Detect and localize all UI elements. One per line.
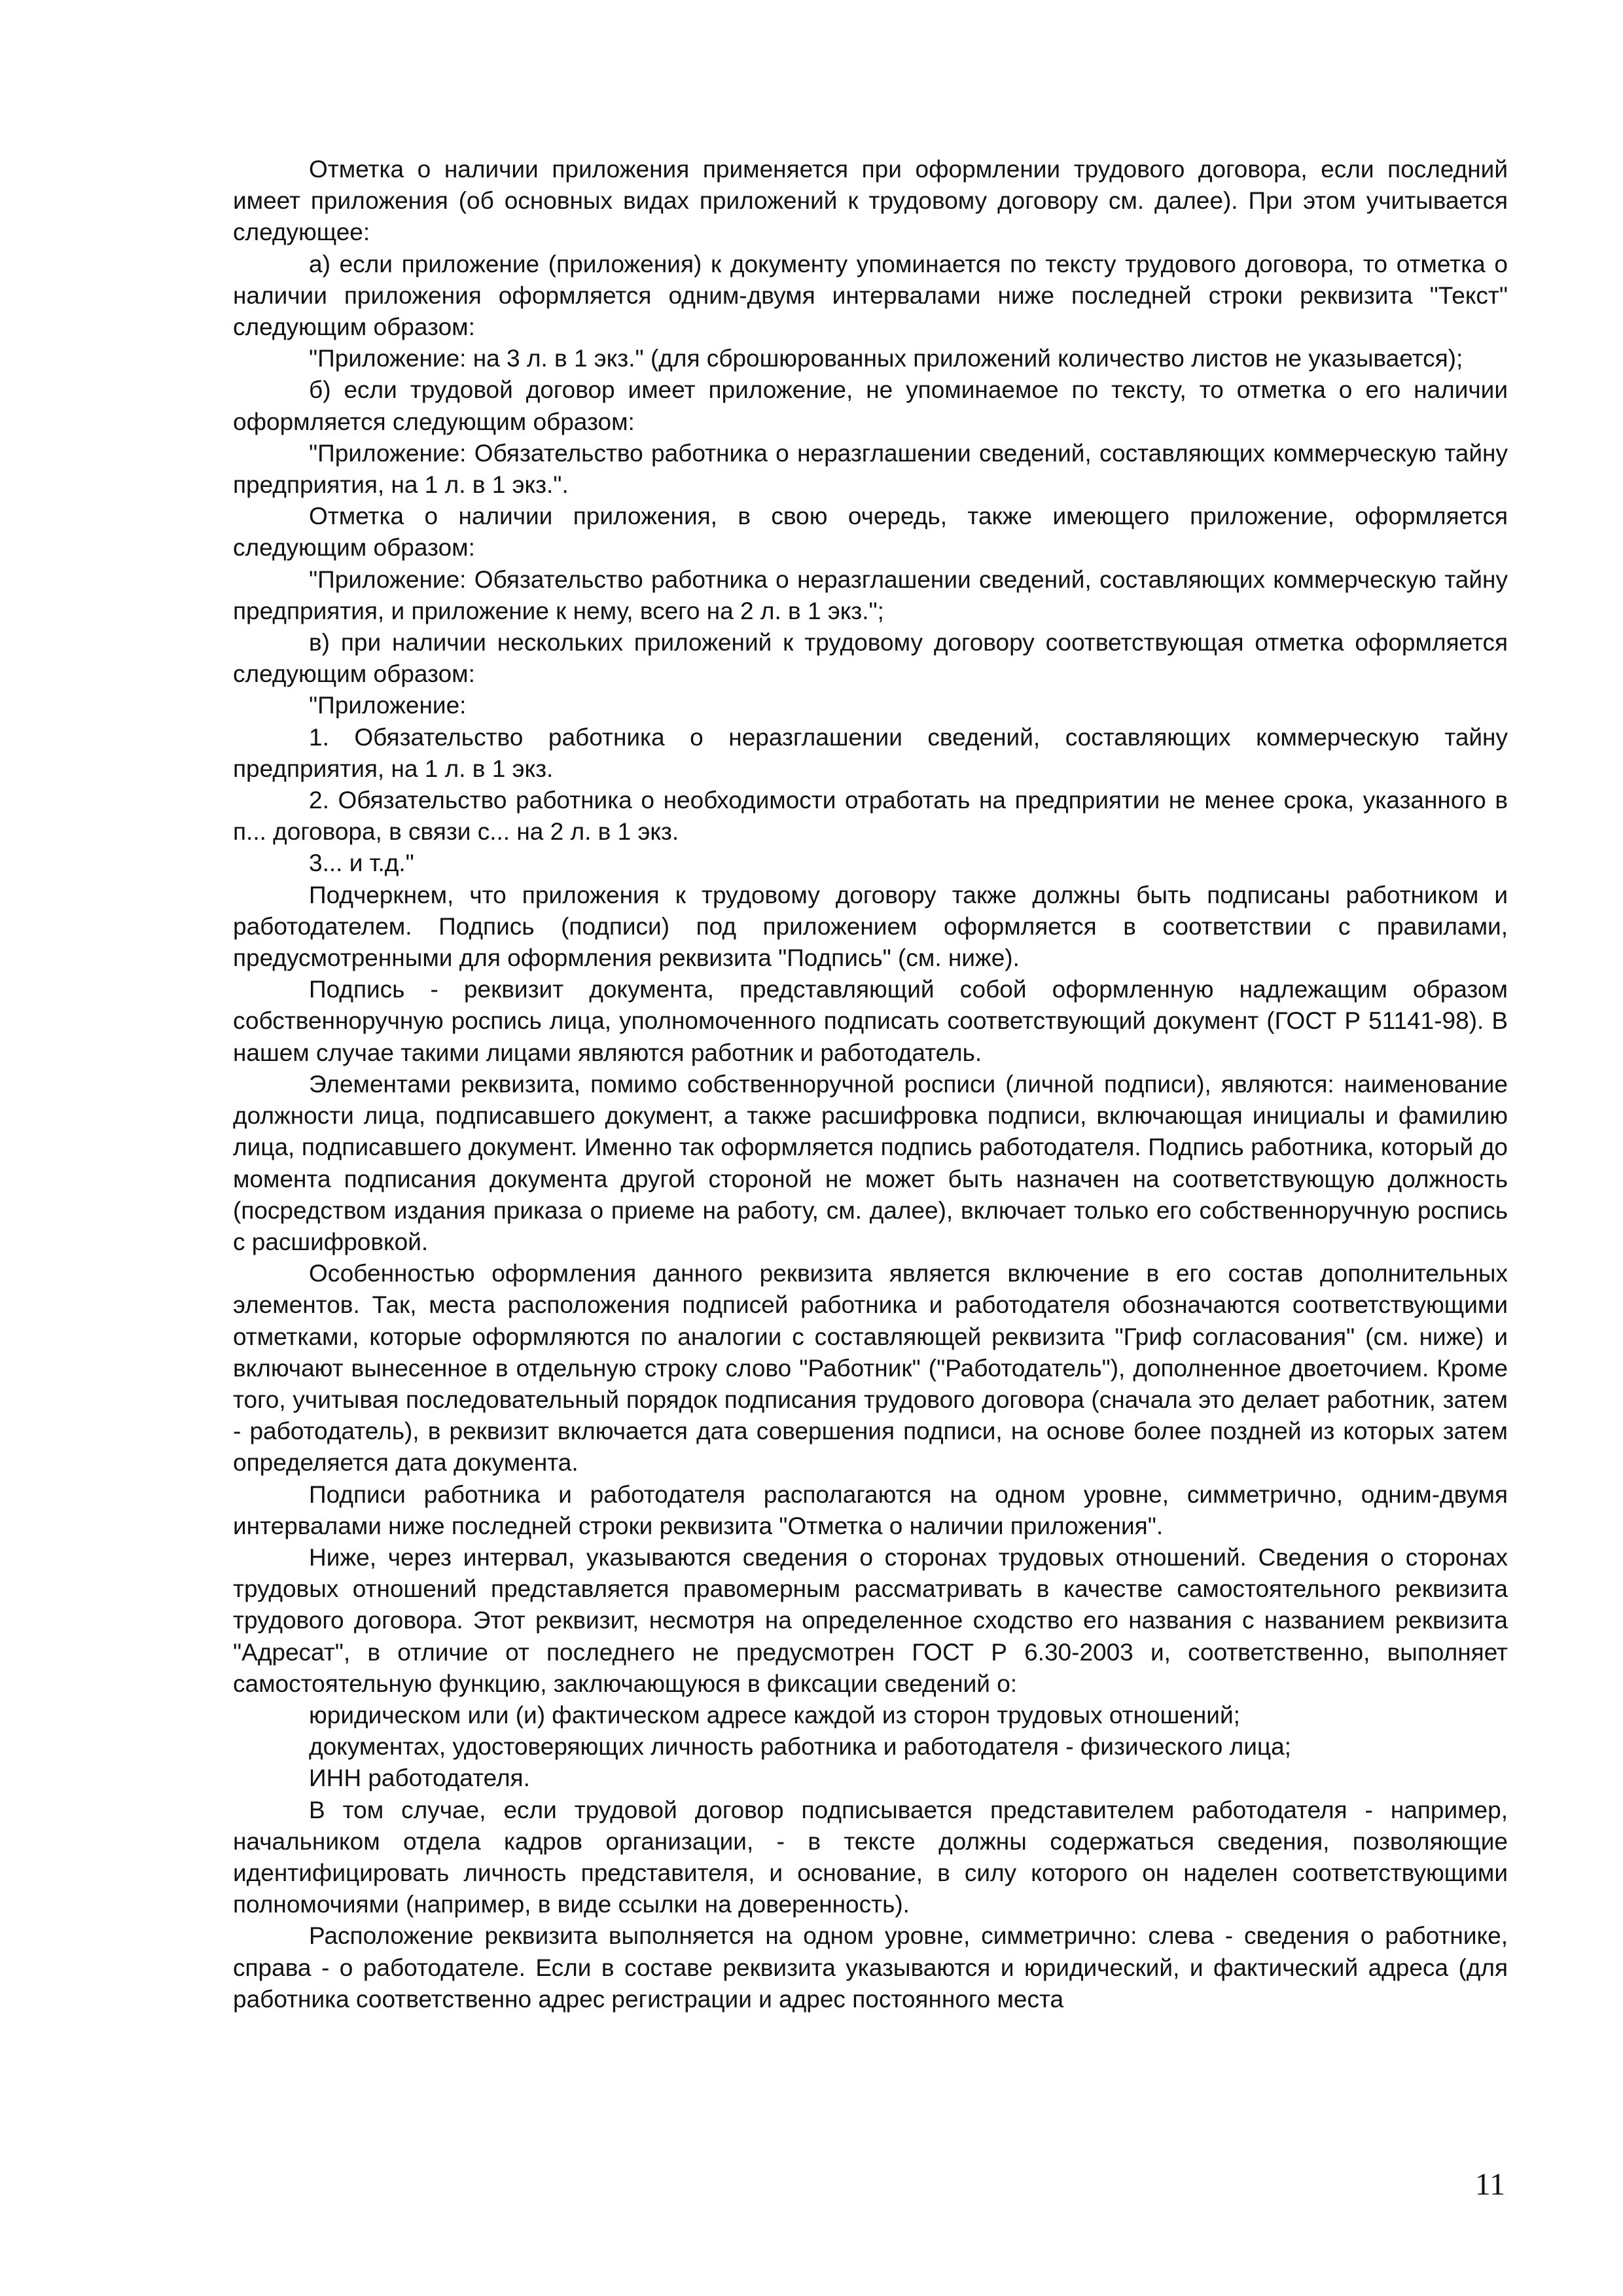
paragraph-attachments-signed: Подчеркнем, что приложения к трудовому договору также должны быть подписаны работником и работодателем. Подпись (подписи) под приложением оформляется в соответствии с правилами, предусмотренными для оформления реквизита "Подпись" (см. ниже). (233, 881, 1508, 972)
list-item: 1. Обязательство работника о неразглашении сведений, составляющих коммерческую тайну предприятия, на 1 л. в 1 экз. (233, 723, 1508, 782)
paragraph-example-a: "Приложение: на 3 л. в 1 экз." (для сброшюрованных приложений количество листов не указывается); (309, 345, 1463, 372)
paragraph-signature-definition: Подпись - реквизит документа, представляющий собой оформленную надлежащим образом собственноручную роспись лица, уполномоченного подписать соответствующий документ (ГОСТ Р 51141-98). В нашем случае такими лицами являются работник и работодатель. (233, 976, 1508, 1066)
paragraph-representative: В том случае, если трудовой договор подписывается представителем работодателя - например, начальником отдела кадров организации, - в тексте должны содержаться сведения, позволяющие идентифицировать личность представителя, и основание, в силу которого он наделен соответствующими полномочиями (например, в виде ссылки на доверенность). (233, 1796, 1508, 1918)
paragraph-example-c-heading: "Приложение: (309, 692, 467, 719)
paragraph-example-nested: "Приложение: Обязательство работника о неразглашении сведений, составляющих коммерческую тайну предприятия, и приложение к нему, всего на 2 л. в 1 экз."; (233, 565, 1508, 624)
paragraph-parties-info: Ниже, через интервал, указываются сведения о сторонах трудовых отношений. Сведения о сторонах трудовых отношений представляется правомерным рассматривать в качестве самостоятельного реквизита трудового договора. Этот реквизит, несмотря на определенное сходство его названия с названием реквизита "Адресат", в отличие от последнего не предусмотрен ГОСТ Р 6.30-2003 и, соответственно, выполняет самостоятельную функцию, заключающуюся в фиксации сведений о: (233, 1543, 1508, 1697)
paragraph-case-a: а) если приложение (приложения) к документу упоминается по тексту трудового договора, то отметка о наличии приложения оформляется одним-двумя интервалами ниже последней строки реквизита "Текст" следующим образом: (233, 250, 1508, 341)
paragraph-requisite-layout: Расположение реквизита выполняется на одном уровне, симметрично: слева - сведения о работнике, справа - о работодателе. Если в составе реквизита указываются и юридический, и фактический адреса (для работника соответственно адрес регистрации и адрес постоянного места (233, 1922, 1508, 2013)
paragraph-attachment-mark: Отметка о наличии приложения применяется при оформлении трудового договора, если последний имеет приложения (об основных видах приложений к трудовому договору см. далее). При этом учитывается следующее: (233, 156, 1508, 246)
paragraph-example-b: "Приложение: Обязательство работника о неразглашении сведений, составляющих коммерческую тайну предприятия, на 1 л. в 1 экз.". (233, 439, 1508, 499)
paragraph-nested-attachment: Отметка о наличии приложения, в свою очередь, также имеющего приложение, оформляется следующим образом: (233, 503, 1508, 562)
paragraph-case-c: в) при наличии нескольких приложений к трудовому договору соответствующая отметка оформляется следующим образом: (233, 629, 1508, 688)
paragraph-case-b: б) если трудовой договор имеет приложение, не упоминаемое по тексту, то отметка о его наличии оформляется следующим образом: (233, 376, 1508, 435)
list-item: юридическом или (и) фактическом адресе каждой из сторон трудовых отношений; (309, 1701, 1240, 1729)
list-item: 2. Обязательство работника о необходимости отработать на предприятии не менее срока, указанного в п... договора, в связи с... на 2 л. в 1 экз. (233, 787, 1508, 846)
paragraph-signature-features: Особенностью оформления данного реквизита является включение в его состав дополнительных элементов. Так, места расположения подписей работника и работодателя обозначаются соответствующими отметками, которые оформляются по аналогии с составляющей реквизита "Гриф согласования" (см. ниже) и включают вынесенное в отдельную строку слово "Работник" ("Работодатель"), дополненное двоеточием. Кроме того, учитывая последовательный порядок подписания трудового договора (сначала это делает работник, затем - работодатель), в реквизит включается дата совершения подписи, на основе более поздней из которых затем определяется дата документа. (233, 1260, 1508, 1477)
page-number: 11 (1474, 2167, 1505, 2202)
paragraph-signature-placement: Подписи работника и работодателя располагаются на одном уровне, симметрично, одним-двумя интервалами ниже последней строки реквизита "Отметка о наличии приложения". (233, 1480, 1508, 1539)
paragraph-signature-elements: Элементами реквизита, помимо собственноручной росписи (личной подписи), являются: наименование должности лица, подписавшего документ, а также расшифровка подписи, включающая инициалы и фамилию лица, подписавшего документ. Именно так оформляется подпись работодателя. Подпись работника, который до момента подписания документа другой стороной не может быть назначен на соответствующую должность (посредством издания приказа о приеме на работу, см. далее), включает только его собственноручную роспись с расшифровкой. (233, 1070, 1508, 1255)
list-item: 3... и т.д." (309, 850, 414, 877)
list-item: документах, удостоверяющих личность работника и работодателя - физического лица; (309, 1733, 1291, 1761)
body-text (233, 154, 1508, 2015)
list-item: ИНН работодателя. (309, 1765, 530, 1792)
